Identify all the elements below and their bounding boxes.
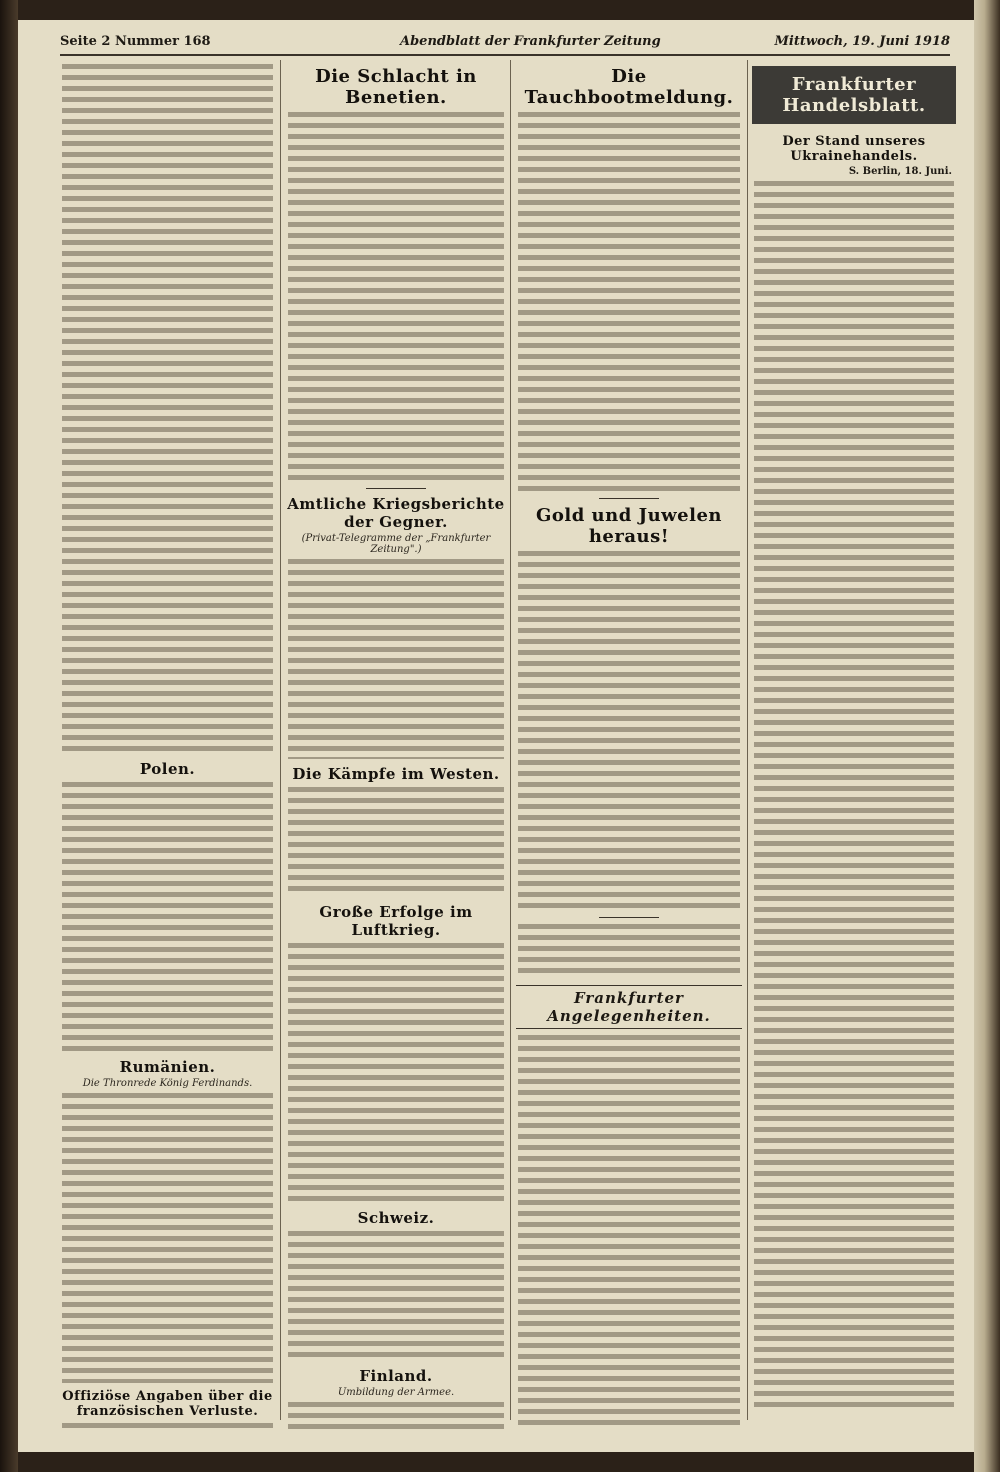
- column-3: [516, 60, 742, 1430]
- headline-finland: Finland.: [359, 1367, 433, 1385]
- article-text: [62, 782, 273, 1052]
- subheadline-thronrede: Die Thronrede König Ferdinands.: [82, 1078, 253, 1089]
- article-text: [62, 64, 273, 754]
- handelsblatt-masthead: Frankfurter Handelsblatt.: [752, 66, 956, 124]
- article-text: [518, 924, 740, 979]
- article-text: [518, 1035, 740, 1430]
- article-text: [518, 551, 740, 911]
- headline-benetien: Die Schlacht in Benetien.: [315, 66, 477, 108]
- divider: [599, 917, 659, 918]
- subheadline-armee: Umbildung der Armee.: [337, 1387, 455, 1398]
- page-edge: [974, 0, 1000, 1472]
- headline-kriegsberichte: Amtliche Kriegsberichte der Gegner.: [287, 495, 505, 531]
- column-rule: [510, 60, 511, 1420]
- headline-angelegenheiten: Frankfurter Angelegenheiten.: [516, 985, 742, 1029]
- divider: [366, 488, 426, 489]
- article-text: [754, 181, 954, 1411]
- column-rule: [747, 60, 748, 1420]
- article-text: [288, 787, 504, 897]
- article-text: [288, 559, 504, 759]
- headline-luftkrieg: Große Erfolge im Luftkrieg.: [319, 903, 473, 939]
- article-text: [62, 1093, 273, 1383]
- column-4: [752, 60, 956, 1430]
- divider: [599, 498, 659, 499]
- article-text: [288, 112, 504, 482]
- headline-schweiz: Schweiz.: [357, 1209, 435, 1227]
- page-number: Seite 2 Nummer 168: [60, 34, 211, 49]
- binding-spine: [0, 0, 18, 1472]
- issue-date: Mittwoch, 19. Juni 1918: [774, 34, 950, 49]
- headline-gold: Gold und Juwelen heraus!: [535, 505, 723, 547]
- article-text: [288, 943, 504, 1203]
- article-text: [62, 1423, 273, 1430]
- subheadline-telegramme: (Privat-Telegramme der „Frankfurter Zeitung".): [301, 533, 491, 555]
- headline-westen: Die Kämpfe im Westen.: [292, 765, 500, 783]
- headline-rumaenien: Rumänien.: [119, 1058, 216, 1076]
- article-text: [518, 112, 740, 492]
- column-2: [286, 60, 506, 1430]
- dateline: S. Berlin, 18. Juni.: [848, 166, 952, 177]
- headline-polen: Polen.: [139, 760, 196, 778]
- paper-title: Abendblatt der Frankfurter Zeitung: [400, 34, 661, 49]
- article-text: [288, 1231, 504, 1361]
- page-header: [60, 32, 950, 56]
- column-1: [60, 60, 275, 1430]
- article-text: [288, 1402, 504, 1430]
- headline-tauchboot: Die Tauchbootmeldung.: [524, 66, 734, 108]
- headline-verluste: Offiziöse Angaben über die französischen Verluste.: [62, 1389, 273, 1419]
- headline-ukrainehandel: Der Stand unseres Ukrainehandels.: [782, 134, 926, 164]
- column-rule: [280, 60, 281, 1420]
